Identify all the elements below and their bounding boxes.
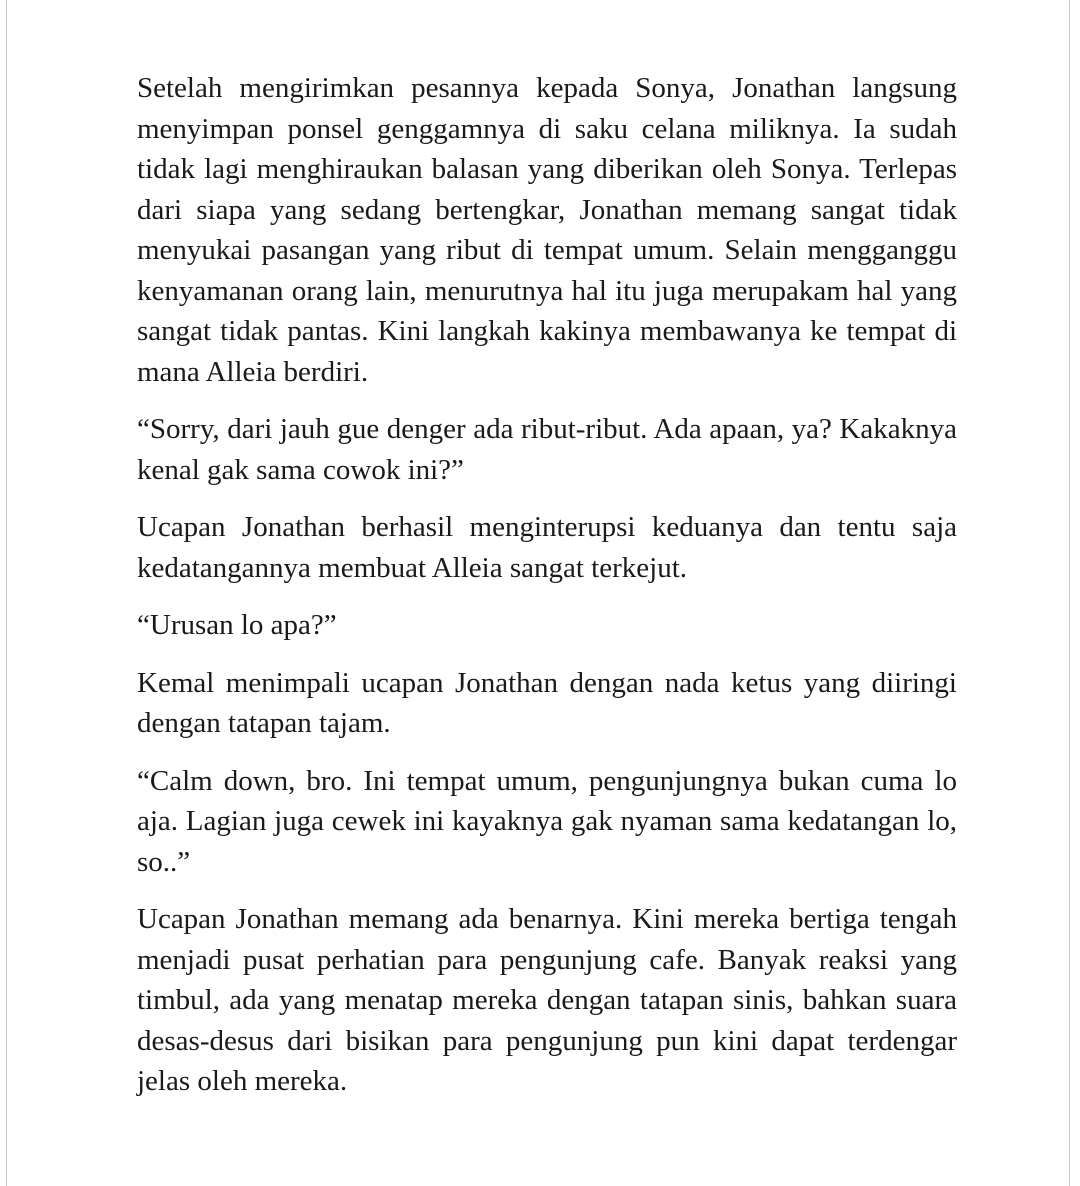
document-page: [6, 0, 1070, 1186]
document-body: [137, 68, 957, 1119]
paragraph-4: “Urusan lo apa?”: [137, 609, 337, 641]
paragraph-6: “Calm down, bro. Ini tempat umum, pengunjungnya bukan cuma lo aja. Lagian juga cewek ini kayaknya gak nyaman sama kedatangan lo, so..”: [137, 764, 957, 878]
paragraph-5: Kemal menimpali ucapan Jonathan dengan nada ketus yang diiringi dengan tatapan tajam.: [137, 666, 957, 739]
paragraph-1: Setelah mengirimkan pesannya kepada Sonya, Jonathan langsung menyimpan ponsel genggamnya di saku celana miliknya. Ia sudah tidak lagi menghiraukan balasan yang diberikan oleh Sonya. Terlepas dari siapa yang sedang bertengkar, Jonathan memang sangat tidak menyukai pasangan yang ribut di tempat umum. Selain mengganggu kenyamanan orang lain, menurutnya hal itu juga merupakam hal yang sangat tidak pantas. Kini langkah kakinya membawanya ke tempat di mana Alleia berdiri.: [137, 72, 957, 388]
paragraph-3: Ucapan Jonathan berhasil menginterupsi keduanya dan tentu saja kedatangannya membuat Alleia sangat terkejut.: [137, 511, 957, 584]
paragraph-2: “Sorry, dari jauh gue denger ada ribut-ribut. Ada apaan, ya? Kakaknya kenal gak sama cowok ini?”: [137, 413, 957, 486]
paragraph-7: Ucapan Jonathan memang ada benarnya. Kini mereka bertiga tengah menjadi pusat perhatian para pengunjung cafe. Banyak reaksi yang timbul, ada yang menatap mereka dengan tatapan sinis, bahkan suara desas-desus dari bisikan para pengunjung pun kini dapat terdengar jelas oleh mereka.: [137, 903, 957, 1097]
